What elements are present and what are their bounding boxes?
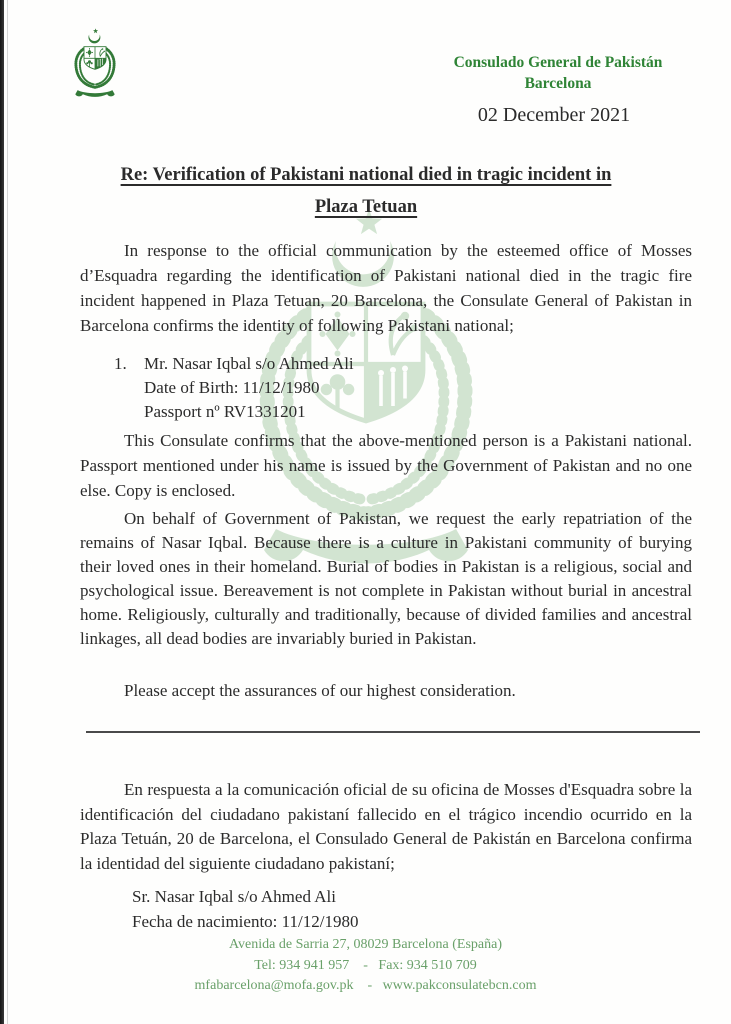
subject-title xyxy=(46,159,686,223)
org-name-line1: Consulado General de Pakistán xyxy=(453,54,663,71)
footer-email-web: mfabarcelona@mofa.gov.pk - www.pakconsulatebcn.com xyxy=(194,978,537,993)
person-name-es: Sr. Nasar Iqbal s/o Ahmed Ali xyxy=(132,887,336,906)
list-number: 1. xyxy=(114,354,127,373)
photo-left-edge xyxy=(0,0,4,1024)
subject-line-1: Re: Verification of Pakistani national died in tragic incident in xyxy=(120,165,612,185)
pakistan-emblem-logo xyxy=(66,27,124,100)
person-list-item xyxy=(114,352,674,424)
person-passport: Passport nº RV1331201 xyxy=(144,402,306,421)
para-intro-es: En respuesta a la comunicación oficial de su oficina de Mosses d'Esquadra sobre la identificación del ciudadano pakistaní fallecido en el trágico incendio ocurrido en la Plaza Tetuán, 20 de Barcelona, el Consulado General de Pakistán en Barcelona confirma la identidad del siguiente ciudadano pakistaní; xyxy=(80,780,692,873)
para-confirmation-en: This Consulate confirms that the above-mentioned person is a Pakistani national. Passport mentioned under his name is issued by the Government of Pakistan and no one else. Copy is enclosed. xyxy=(80,431,692,500)
person-name: Mr. Nasar Iqbal s/o Ahmed Ali xyxy=(144,354,354,373)
footer-tel-fax: Tel: 934 941 957 - Fax: 934 510 709 xyxy=(254,957,477,973)
footer-address: Avenida de Sarria 27, 08029 Barcelona (España) xyxy=(228,937,503,952)
person-dob-es: Fecha de nacimiento: 11/12/1980 xyxy=(132,912,359,931)
photo-left-edge-line xyxy=(7,0,8,1024)
org-name-line2: Barcelona xyxy=(524,75,592,92)
letter-footer xyxy=(0,935,731,997)
para-repatriation-en: On behalf of Government of Pakistan, we request the early repatriation of the remains of Nasar Iqbal. Because there is a culture in Pakistani community of burying their loved ones in their homeland. Burial of bodies in Pakistan is a religious, social and psychological issue. Bereavement is not complete in Pakistan without burial in ancestral home. Religiously, culturally and traditionally, because of divided families and ancestral linkages, all dead bodies are invariably buried in Pakistan. xyxy=(80,509,692,648)
org-name xyxy=(432,52,684,94)
subject-line-2: Plaza Tetuan xyxy=(314,197,418,217)
section-divider xyxy=(86,731,700,733)
letter-date: 02 December 2021 xyxy=(477,104,631,126)
closing-line-en: Please accept the assurances of our highest consideration. xyxy=(124,681,516,700)
para-intro-en: In response to the official communication by the esteemed office of Mosses d’Esquadra regarding the identification of Pakistani national died in the tragic fire incident happened in Plaza Tetuan, 20 Barcelona, the Consulate General of Pakistan in Barcelona confirms the identity of following Pakistani national; xyxy=(80,241,692,335)
person-dob: Date of Birth: 11/12/1980 xyxy=(144,378,320,397)
